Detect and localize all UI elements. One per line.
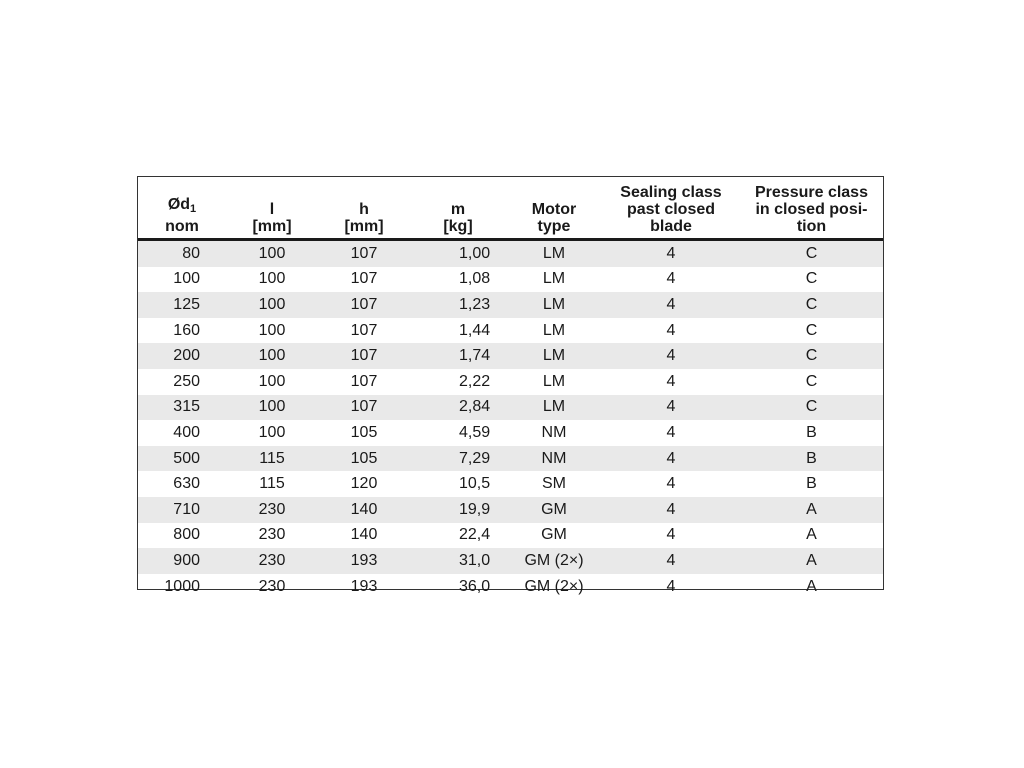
header-length: l [mm]: [226, 177, 318, 240]
sealing-class-cell: 4: [666, 270, 676, 288]
sealing-class-cell: 4: [666, 321, 676, 339]
table-row: [138, 318, 883, 344]
pressure-class-cell: C: [805, 270, 818, 288]
height-cell: 107: [318, 395, 410, 421]
pressure-class-cell: A: [806, 526, 817, 544]
mass-cell: 1,74: [410, 343, 506, 369]
table-row: [138, 240, 883, 267]
diameter-cell: 80: [138, 240, 226, 267]
height-cell: 120: [350, 475, 378, 493]
sealing-class-cell: 4: [602, 548, 740, 574]
header-row: [138, 177, 883, 240]
header-motor-type: Motor type: [506, 177, 602, 240]
spec-table-frame: [137, 176, 884, 595]
motor-type-cell: SM: [542, 475, 566, 493]
pressure-class-cell: B: [740, 446, 883, 472]
sealing-class-cell: 4: [602, 240, 740, 267]
motor-type-cell: LM: [542, 321, 566, 339]
motor-type-cell: LM: [506, 395, 602, 421]
pressure-class-cell: A: [740, 548, 883, 574]
pressure-class-cell: B: [806, 475, 817, 493]
mass-cell: 1,23: [410, 292, 506, 318]
table-body: [138, 240, 883, 600]
mass-cell: 22,4: [459, 526, 491, 544]
mass-cell: 2,84: [410, 395, 506, 421]
mass-cell: 36,0: [459, 577, 491, 595]
header-pressure-class: Pressure class in closed posi- tion: [740, 177, 883, 240]
table-row: [138, 267, 883, 293]
diameter-cell: 800: [173, 526, 200, 544]
motor-type-cell: LM: [506, 292, 602, 318]
table-row: [138, 574, 883, 600]
height-cell: 105: [350, 423, 378, 441]
motor-type-cell: NM: [506, 446, 602, 472]
mass-cell: 10,5: [459, 475, 491, 493]
table-row: [138, 343, 883, 369]
pressure-class-cell: A: [740, 497, 883, 523]
mass-cell: 4,59: [459, 423, 491, 441]
pressure-class-cell: C: [740, 292, 883, 318]
table-row: [138, 420, 883, 446]
mass-cell: 31,0: [410, 548, 506, 574]
length-cell: 100: [226, 395, 318, 421]
table-row: [138, 523, 883, 549]
diameter-cell: 100: [173, 270, 200, 288]
height-cell: 107: [350, 372, 378, 390]
motor-type-cell: GM: [541, 526, 567, 544]
height-cell: 107: [318, 343, 410, 369]
sealing-class-cell: 4: [666, 475, 676, 493]
pressure-class-cell: C: [740, 343, 883, 369]
diameter-cell: 500: [138, 446, 226, 472]
header-diameter: $Ød_1$ nom: [138, 177, 226, 240]
sealing-class-cell: 4: [666, 423, 676, 441]
diameter-cell: 125: [138, 292, 226, 318]
diameter-cell: 630: [173, 475, 200, 493]
table-header: [138, 177, 883, 240]
diameter-cell: 250: [173, 372, 200, 390]
mass-cell: 2,22: [459, 372, 491, 390]
motor-type-cell: GM: [506, 497, 602, 523]
pressure-class-cell: C: [740, 240, 883, 267]
length-cell: 230: [258, 526, 286, 544]
mass-cell: 1,00: [410, 240, 506, 267]
diameter-cell: 315: [138, 395, 226, 421]
sealing-class-cell: 4: [666, 372, 676, 390]
length-cell: 115: [259, 475, 285, 493]
mass-cell: 19,9: [410, 497, 506, 523]
diameter-cell: 400: [173, 423, 200, 441]
diameter-cell: 900: [138, 548, 226, 574]
table-row: [138, 471, 883, 497]
height-cell: 140: [318, 497, 410, 523]
length-cell: 100: [258, 321, 286, 339]
sealing-class-cell: 4: [602, 395, 740, 421]
table-row: [138, 497, 883, 523]
header-sealing-class: Sealing class past closed blade: [602, 177, 740, 240]
pressure-class-cell: C: [740, 395, 883, 421]
motor-type-cell: LM: [506, 240, 602, 267]
length-cell: 100: [258, 423, 286, 441]
diameter-cell: 710: [138, 497, 226, 523]
height-cell: 193: [350, 577, 378, 595]
motor-type-cell: NM: [541, 423, 567, 441]
length-cell: 115: [226, 446, 318, 472]
motor-type-cell: LM: [506, 343, 602, 369]
pressure-class-cell: B: [806, 423, 817, 441]
motor-type-cell: LM: [542, 372, 566, 390]
height-cell: 105: [318, 446, 410, 472]
table-row: [138, 292, 883, 318]
diameter-cell: 160: [173, 321, 200, 339]
sealing-class-cell: 4: [602, 497, 740, 523]
table-row: [138, 395, 883, 421]
table-row: [138, 548, 883, 574]
length-cell: 230: [258, 577, 286, 595]
length-cell: 100: [258, 270, 286, 288]
pressure-class-cell: A: [806, 577, 817, 595]
height-cell: 107: [350, 321, 378, 339]
header-mass: m [kg]: [410, 177, 506, 240]
diameter-cell: 1000: [164, 577, 200, 595]
height-cell: 193: [318, 548, 410, 574]
table-row: [138, 369, 883, 395]
sealing-class-cell: 4: [602, 446, 740, 472]
height-cell: 107: [350, 270, 378, 288]
motor-type-cell: LM: [542, 270, 566, 288]
motor-type-cell: GM (2×): [524, 577, 584, 595]
sealing-class-cell: 4: [666, 526, 676, 544]
mass-cell: 1,44: [459, 321, 491, 339]
dimension-table: [138, 177, 883, 599]
length-cell: 100: [258, 372, 286, 390]
height-cell: 107: [318, 240, 410, 267]
height-cell: 140: [350, 526, 378, 544]
length-cell: 100: [226, 292, 318, 318]
length-cell: 230: [226, 548, 318, 574]
sealing-class-cell: 4: [666, 577, 676, 595]
height-cell: 107: [318, 292, 410, 318]
header-height: h [mm]: [318, 177, 410, 240]
pressure-class-cell: C: [805, 321, 818, 339]
length-cell: 230: [226, 497, 318, 523]
length-cell: 100: [226, 343, 318, 369]
mass-cell: 7,29: [410, 446, 506, 472]
table-row: [138, 446, 883, 472]
pressure-class-cell: C: [805, 372, 818, 390]
mass-cell: 1,08: [459, 270, 491, 288]
sealing-class-cell: 4: [602, 343, 740, 369]
sealing-class-cell: 4: [602, 292, 740, 318]
motor-type-cell: GM (2×): [506, 548, 602, 574]
length-cell: 100: [226, 240, 318, 267]
diameter-cell: 200: [138, 343, 226, 369]
